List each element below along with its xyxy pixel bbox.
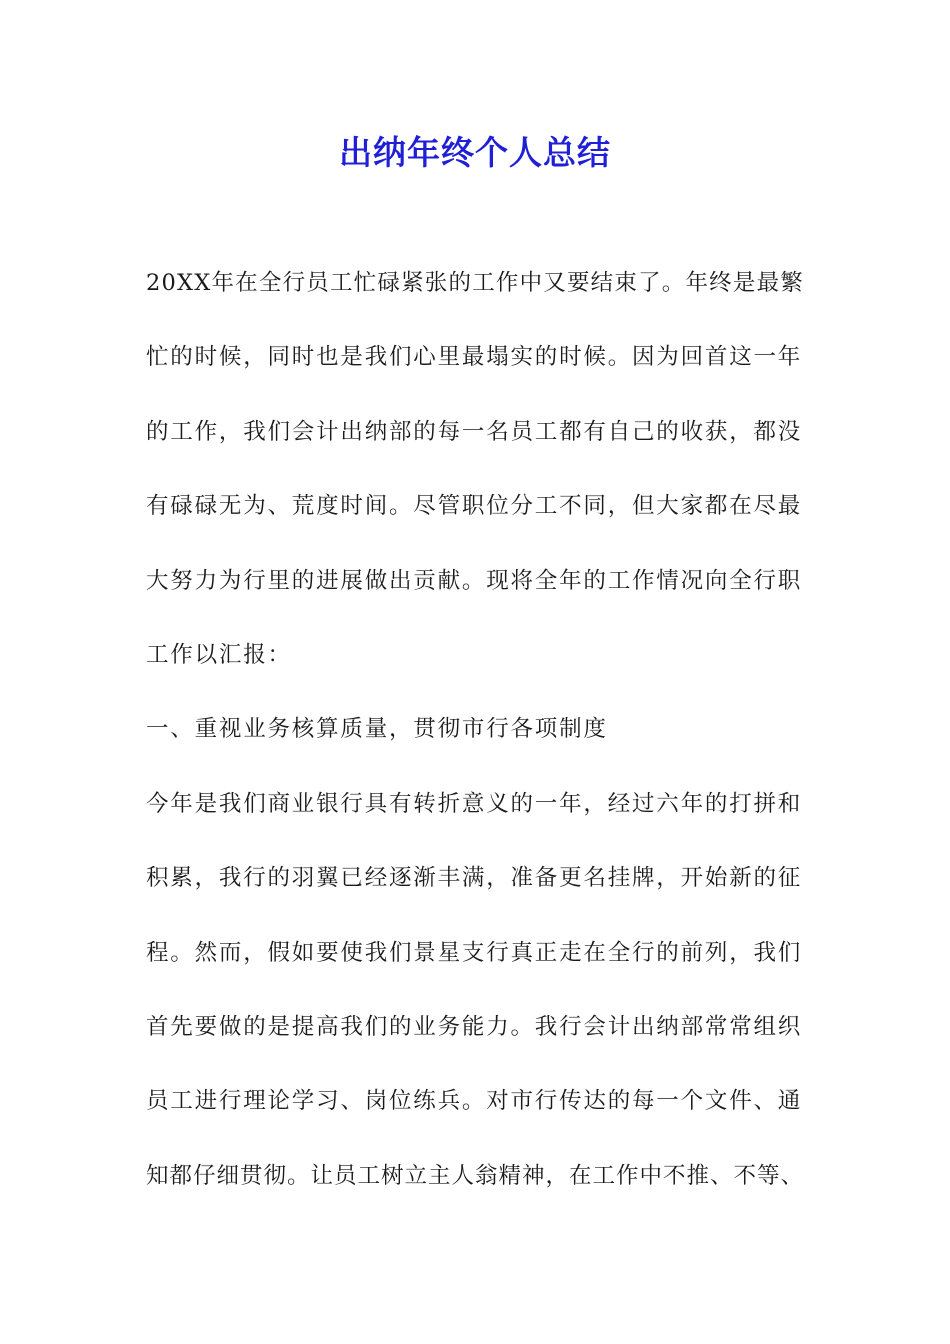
paragraph-line: 员工进行理论学习、岗位练兵。对市行传达的每一个文件、通 [146,1088,803,1115]
document-body [146,258,806,1225]
paragraph-line: 首先要做的是提高我们的业务能力。我行会计出纳部常常组织 [146,1013,803,1040]
paragraph-line: 有碌碌无为、荒度时间。尽管职位分工不同，但大家都在尽最 [146,493,803,520]
paragraph-line: 今年是我们商业银行具有转折意义的一年，经过六年的打拼和 [146,790,803,817]
paragraph-line: 工作以汇报： [146,641,292,668]
document-title: 出纳年终个人总结 [339,133,611,172]
paragraph-line: 程。然而，假如要使我们景星支行真正走在全行的前列，我们 [146,939,803,966]
paragraph-line: 大努力为行里的进展做出贡献。现将全年的工作情况向全行职 [146,567,803,594]
paragraph-line: 的工作，我们会计出纳部的每一名员工都有自己的收获，都没 [146,418,803,445]
paragraph-line: 20XX年在全行员工忙碌紧张的工作中又要结束了。年终是最繁 [146,270,804,296]
paragraph-line: 忙的时候，同时也是我们心里最塌实的时候。因为回首这一年 [146,344,803,371]
section-heading: 一、重视业务核算质量，贯彻市行各项制度 [146,716,608,743]
paragraph-line: 知都仔细贯彻。让员工树立主人翁精神，在工作中不推、不等、 [146,1162,805,1189]
paragraph-line: 积累，我行的羽翼已经逐渐丰满，准备更名挂牌，开始新的征 [146,865,803,892]
